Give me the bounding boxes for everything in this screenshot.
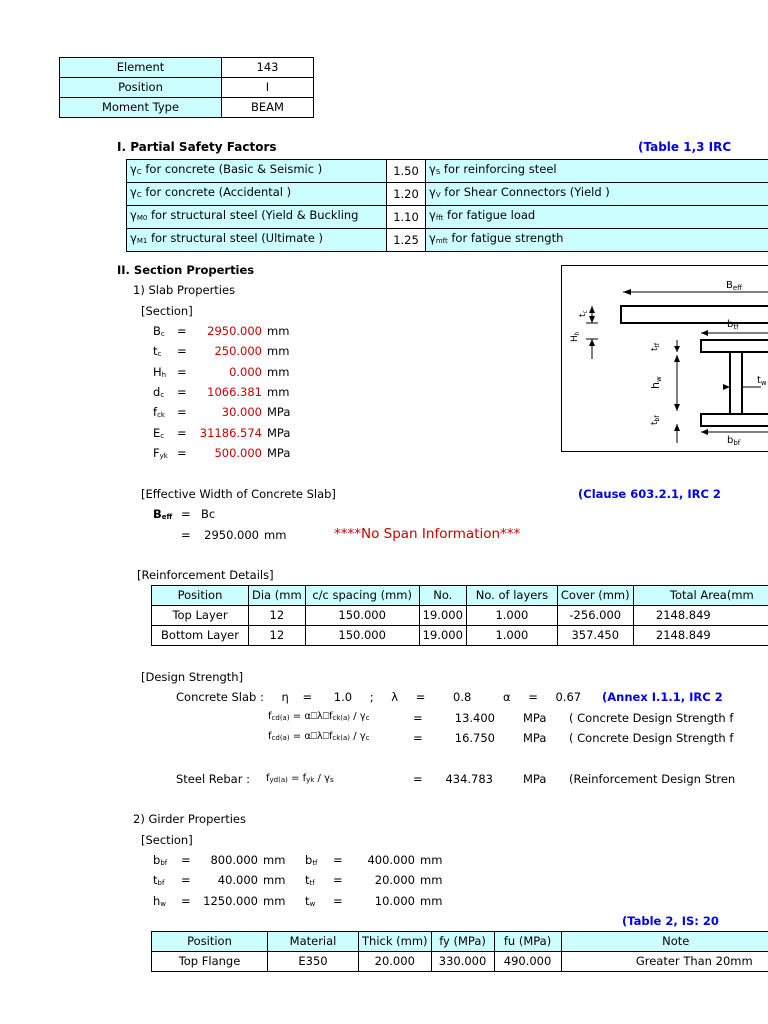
fcd-eq-2: = [413,731,423,745]
column-header: Dia (mm [249,586,306,606]
element-label: Element [60,58,222,78]
column-header: Position [152,932,268,952]
web-shape [730,352,742,414]
psf-reference: (Table 1,3 IRC [638,140,732,154]
table-header-row [152,586,768,606]
slab-title: 1) Slab Properties [133,283,236,297]
table-cell: 490.000 [494,952,561,972]
fyd-note: (Reinforcement Design Stren [569,772,736,786]
moment-type-label: Moment Type [60,98,222,118]
table-cell: Greater Than 20mm [561,952,768,972]
fcd-formula-1: fcd(a) = α⎕λ⎕fck(a) / γc [268,711,370,722]
psf-left-cell: γM1 for structural steel (Ultimate ) [127,229,387,252]
table-row [152,952,768,972]
flange-table [151,931,768,972]
psf-left-cell: γM0 for structural steel (Yield & Buckling [127,206,387,229]
prop-row: fck = 30.000 MPa [153,405,291,419]
tc-label: $t_c$ [578,310,589,317]
table-cell: 1.000 [466,626,557,646]
rebar-label: Steel Rebar : [176,772,250,786]
slab-shape [621,306,768,323]
girder-section-label: [Section] [141,833,193,847]
psf-value: 1.20 [387,183,426,206]
psf-right-cell: γS for reinforcing steel [426,160,768,183]
tbf-label: $t_{bf}$ [650,415,661,425]
prop-row: dc = 1066.381 mm [153,385,290,399]
column-header: No. of layers [466,586,557,606]
no-span-warning: ****No Span Information*** [334,526,521,542]
concrete-factors-row: Concrete Slab : η = 1.0 ; λ = 0.8 α = 0.67 [176,690,582,704]
beff-formula-row: Beff = Bc [153,507,216,521]
fyd-formula: fyd(a) = fyk / γs [266,773,334,784]
fyd-unit: MPa [523,772,547,786]
bbf-label: $b_{bf}$ [727,435,741,447]
effective-width-reference: (Clause 603.2.1, IRC 2 [578,487,721,501]
psf-table [126,159,768,252]
tw-label: $t_w$ [757,375,767,387]
hw-label: hw [649,376,663,389]
element-value: 143 [222,58,314,78]
position-label: Position [60,78,222,98]
btf-label: $b_{tf}$ [727,319,739,331]
moment-type-value: BEAM [222,98,314,118]
table2-reference: (Table 2, IS: 20 [622,914,719,928]
table-row [60,98,314,118]
girder-prop-row: hw = 1250.000 mm tw = 10.000 mm [153,894,443,908]
table-row [127,160,768,183]
table-cell: 12 [249,606,306,626]
table-cell: Bottom Layer [152,626,249,646]
design-strength-label: [Design Strength] [141,670,244,684]
fcd-value-2: 16.750 [454,731,495,745]
fcd-value-1: 13.400 [454,711,495,725]
psf-value: 1.50 [387,160,426,183]
column-header: Cover (mm) [557,586,633,606]
position-value: I [222,78,314,98]
element-table [59,57,314,118]
column-header: Total Area(mm [633,586,768,606]
prop-row: Fyk = 500.000 MPa [153,446,291,460]
table-cell: 19.000 [419,626,466,646]
psf-left-cell: γC for concrete (Accidental ) [127,183,387,206]
psf-table-wrap [126,159,768,252]
psf-value: 1.10 [387,206,426,229]
prop-row: Ec = 31186.574 MPa [153,426,291,440]
table-row [60,58,314,78]
reinforcement-table [151,585,768,646]
psf-left-cell: γC for concrete (Basic & Seismic ) [127,160,387,183]
fyd-eq: = [413,772,423,786]
column-header: No. [419,586,466,606]
table-cell: 20.000 [359,952,432,972]
flange-table-wrap [151,931,768,972]
cross-section-diagram [561,265,768,453]
fyd-value: 434.783 [445,772,493,786]
psf-right-cell: γfft for fatigue load [426,206,768,229]
column-header: Note [561,932,768,952]
table-row [127,206,768,229]
table-cell: 150.000 [305,606,419,626]
column-header: fu (MPa) [494,932,561,952]
beff-label: $B_{eff}$ [726,280,743,292]
table-cell: Top Layer [152,606,249,626]
girder-prop-row: tbf = 40.000 mm ttf = 20.000 mm [153,873,443,887]
hh-label: $H_h$ [570,331,581,342]
column-header: Position [152,586,249,606]
reinforcement-table-wrap [151,585,768,646]
bottom-flange-shape [701,414,768,426]
table-cell: 330.000 [431,952,494,972]
table-cell: 357.450 [557,626,633,646]
table-cell: 12 [249,626,306,646]
section-label: [Section] [141,304,193,318]
table-row [152,606,768,626]
table-cell: 2148.849 [633,606,768,626]
ttf-label: $t_{tf}$ [650,343,661,351]
fcd-eq-1: = [413,711,423,725]
fcd-unit-1: MPa [523,711,547,725]
table-cell: 2148.849 [633,626,768,646]
section-heading: II. Section Properties [117,263,255,277]
prop-row: Hh = 0.000 mm [153,365,290,379]
column-header: c/c spacing (mm) [305,586,419,606]
column-header: Thick (mm) [359,932,432,952]
column-header: fy (MPa) [431,932,494,952]
table-row [60,78,314,98]
psf-right-cell: γV for Shear Connectors (Yield ) [426,183,768,206]
top-flange-shape [701,340,768,352]
table-cell: 1.000 [466,606,557,626]
table-cell: Top Flange [152,952,268,972]
table-cell: -256.000 [557,606,633,626]
fcd-note-2: ( Concrete Design Strength f [569,731,734,745]
psf-heading: I. Partial Safety Factors [117,140,277,154]
girder-title: 2) Girder Properties [133,812,246,826]
table-cell: 150.000 [305,626,419,646]
girder-prop-row: bbf = 800.000 mm btf = 400.000 mm [153,853,443,867]
table-row [127,183,768,206]
column-header: Material [268,932,359,952]
effective-width-label: [Effective Width of Concrete Slab] [141,487,336,501]
table-cell: 19.000 [419,606,466,626]
table-cell: E350 [268,952,359,972]
fcd-formula-2: fcd(a) = α⎕λ⎕fck(a) / γc [268,731,370,742]
fcd-note-1: ( Concrete Design Strength f [569,711,734,725]
fcd-unit-2: MPa [523,731,547,745]
reinforcement-label: [Reinforcement Details] [137,568,274,582]
beff-value-row: = 2950.000 mm [181,528,287,542]
psf-right-cell: γmft for fatigue strength [426,229,768,252]
table-header-row [152,932,768,952]
table-row [152,626,768,646]
prop-row: Bc = 2950.000 mm [153,324,290,338]
table-row [127,229,768,252]
psf-value: 1.25 [387,229,426,252]
prop-row: tc = 250.000 mm [153,344,290,358]
annex-reference: (Annex I.1.1, IRC 2 [602,690,723,704]
